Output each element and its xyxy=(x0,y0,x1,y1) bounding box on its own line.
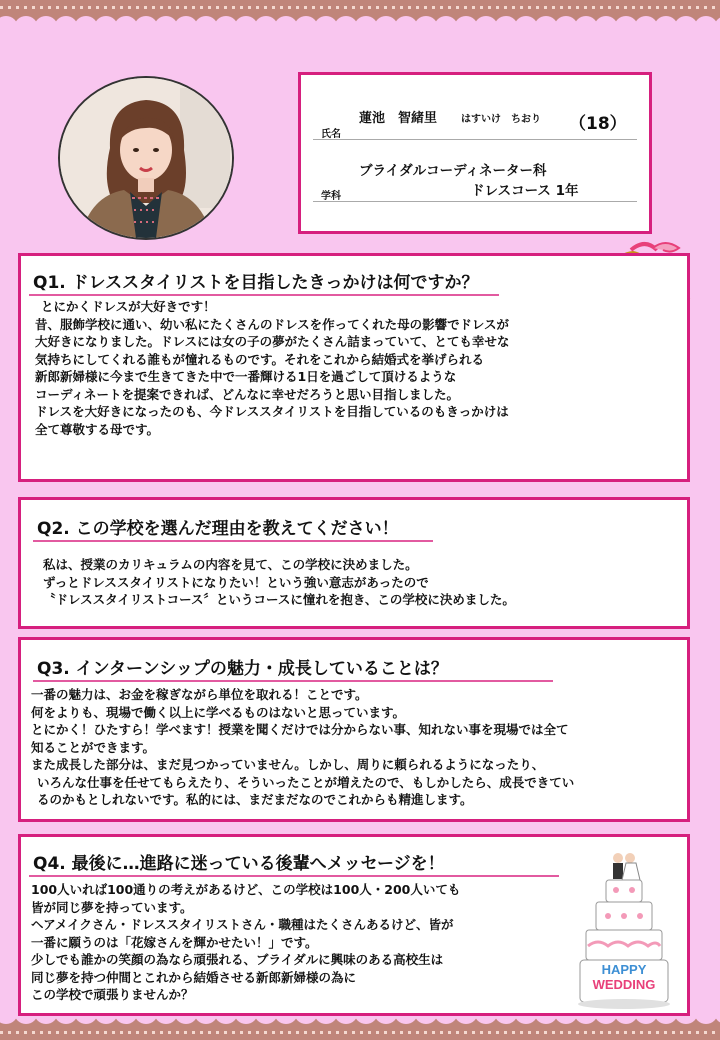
student-name: 蓮池 智緒里 xyxy=(359,111,438,126)
q3-answer: 一番の魅力は、お金を稼ぎながら単位を取れる！ことです。 何をよりも、現場で働く以上に学べるものはないと思っています。 とにかく！ひたすら！学べます！授業を聞くだけでは分からない事、知れない事を現場では全て 知ることができます。 また成長した部分は、まだ見つかっていません。しかし、周りに頼られるようになったり、 いろんな仕事を任せてもらえたり、そういったことが増えたので、もしかしたら、成長できてい るのかもとしれないです。私的には、まだまだなのでこれからも精進します。 xyxy=(31,687,575,807)
name-reading: はすいけ ちおり xyxy=(461,114,541,125)
department-label: 学科 xyxy=(321,191,341,202)
q3-title: Q3. インターンシップの魅力・成長していることは？ xyxy=(37,659,448,679)
profile-card xyxy=(298,72,652,234)
name-label: 氏名 xyxy=(321,129,341,140)
q4-title: Q4. 最後に…進路に迷っている後輩へメッセージを！ xyxy=(33,854,445,874)
course: ドレスコース 1年 xyxy=(471,183,579,199)
student-age: （18） xyxy=(569,114,627,134)
cake-wedding-text: WEDDING xyxy=(592,977,656,992)
q1-answer: とにかくドレスが大好きです！ 昔、服飾学校に通い、幼い私にたくさんのドレスを作ってくれた母の影響でドレスが 大好きになりました。ドレスには女の子の夢がたくさん詰まっていて、とても幸せな 気持ちにしてくれる誰もが憧れるものです。それをこれから結婚式を挙げられる 新郎新婦様に今まで生きてきた中で一番輝ける1日を過ごして頂けるような コーディネートを提案できれば、どんなに幸せだろうと思い目指しました。 ドレスを大好きになったのも、今ドレススタイリストを目指しているのもきっかけは 全て尊敬する母です。 xyxy=(35,299,510,437)
cake-happy-text: HAPPY xyxy=(601,962,647,977)
q2-answer: 私は、授業のカリキュラムの内容を見て、この学校に決めました。 ずっとドレススタイリストになりたい！という強い意志があったので 〝ドレススタイリストコース〞というコースに憧れを抱き、この学校に決めました。 xyxy=(43,557,515,607)
department: ブライダルコーディネーター科 xyxy=(359,163,547,179)
q2-title: Q2. この学校を選んだ理由を教えてください！ xyxy=(37,519,399,539)
lace-scallop xyxy=(714,1010,720,1024)
q1-box xyxy=(18,253,690,482)
top-lace-border xyxy=(0,0,720,30)
student-photo xyxy=(58,76,234,240)
lace-scallop xyxy=(714,16,720,30)
q4-answer: 100人いれば100通りの考えがあるけど、この学校は100人・200人いても 皆が同じ夢を持っています。 ヘアメイクさん・ドレススタイリストさん・職種はたくさんあるけど、皆が 一番に願うのは「花嫁さんを輝かせたい！」です。 少しでも誰かの笑顔の為なら頑張れる、ブライダルに興味のある高校生は 同じ夢を持つ仲間とこれから結婚させる新郎新婦様の為に この学校で頑張りませんか？ xyxy=(31,882,461,1002)
q3-box xyxy=(18,637,690,822)
wedding-cake-icon xyxy=(576,846,672,1010)
q1-title: Q1. ドレススタイリストを目指したきっかけは何ですか？ xyxy=(33,273,479,293)
q2-box xyxy=(18,497,690,629)
